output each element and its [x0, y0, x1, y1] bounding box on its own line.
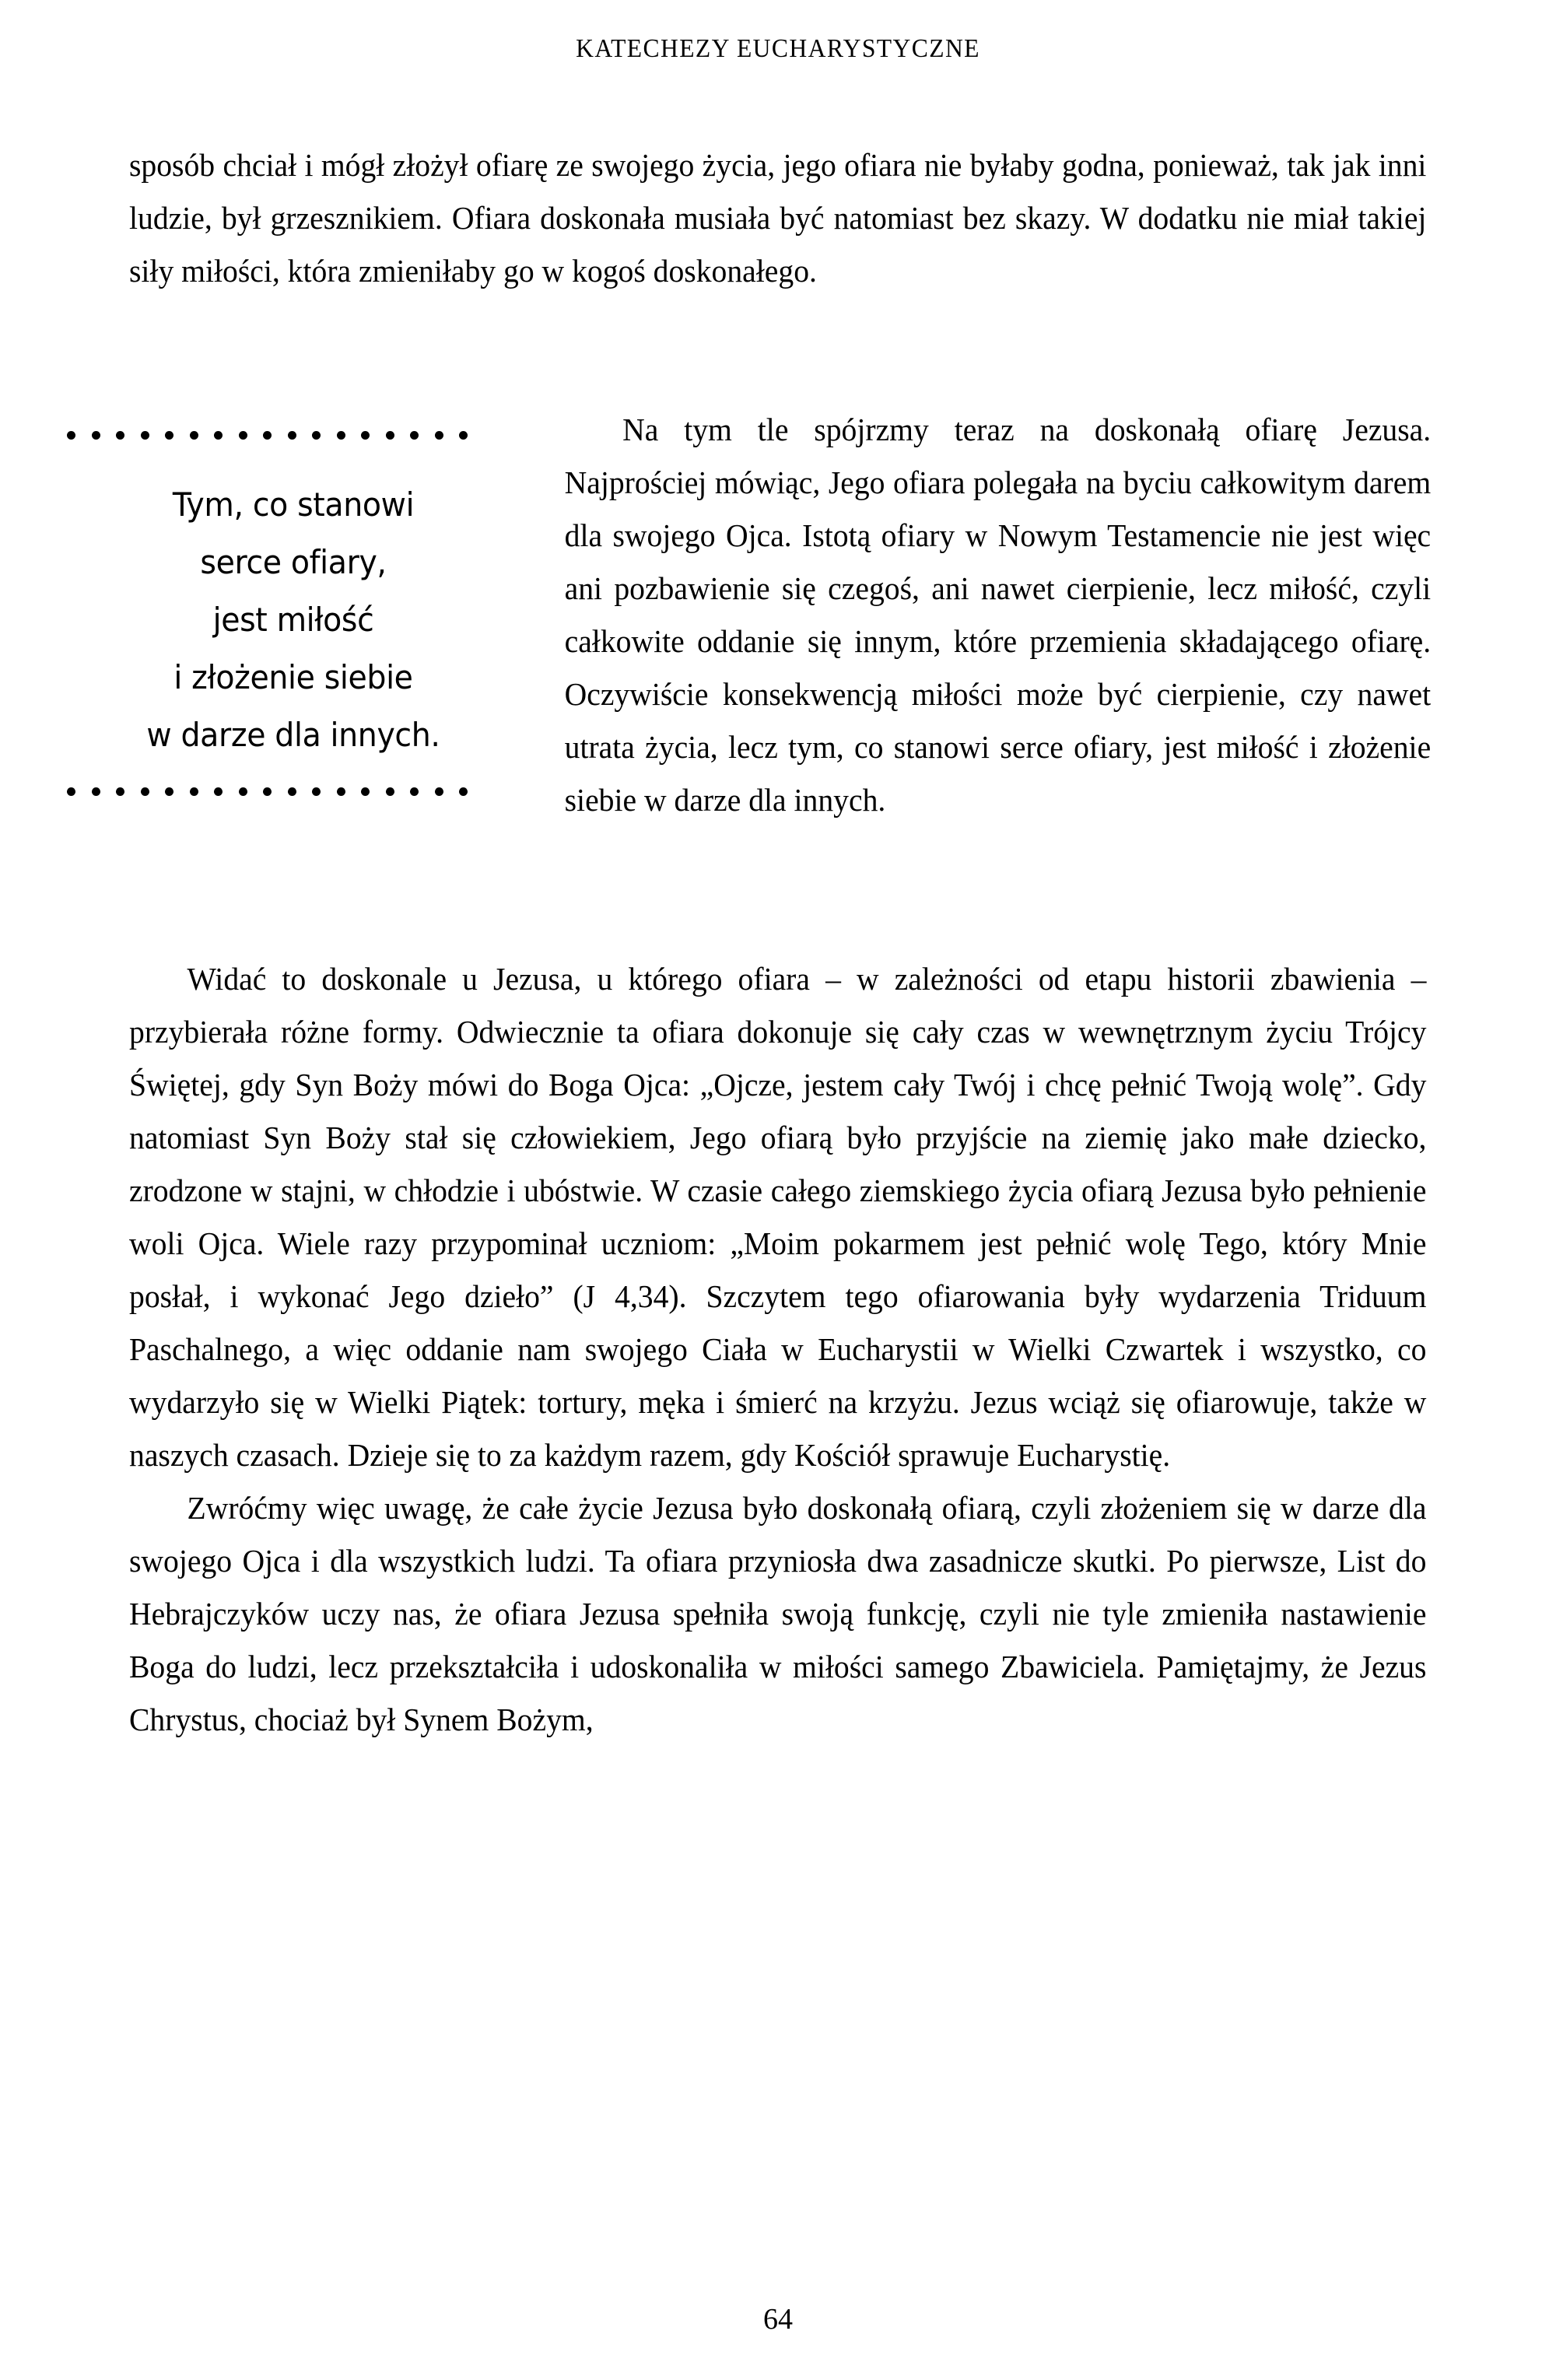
paragraph-zwrocmy: Zwróćmy więc uwagę, że całe życie Jezusa było doskonałą ofiarą, czyli złożeniem się w darze dla swojego Ojca i dla wszystkich ludzi. Ta ofiara przyniosła dwa zasadnicze skutki. Po pierwsze, List do Hebrajczyków uczy nas, że ofiara Jezusa spełniła swoją funkcję, czyli nie tyle zmieniła nastawienie Boga do ludzi, lecz przekształciła i udoskonaliła w miłości samego Zbawiciela. Pamiętajmy, że Jezus Chrystus, chociaż był Synem Bożym,	[129, 1490, 1427, 1737]
paragraph-rest-block	[129, 952, 1426, 1746]
pull-quote-text	[78, 445, 510, 787]
pull-quote-line-5: w darze dla innych.	[146, 716, 440, 754]
pull-quote	[64, 431, 523, 801]
pull-quote-line-4: i złożenie siebie	[173, 658, 413, 696]
page-number: 64	[763, 2303, 793, 2336]
pull-quote-bottom-rule	[64, 787, 523, 801]
paragraph-widac: Widać to doskonale u Jezusa, u którego ofiara – w zależności od etapu historii zbawienia – przybierała różne formy. Odwiecznie ta ofiara dokonuje się cały czas w wewnętrznym życiu Trójcy Świętej, gdy Syn Boży mówi do Boga Ojca: „Ojcze, jestem cały Twój i chcę pełnić Twoją wolę”. Gdy natomiast Syn Boży stał się człowiekiem, Jego ofiarą było przyjście na ziemię jako małe dziecko, zrodzone w stajni, w chłodzie i ubóstwie. W czasie całego ziemskiego życia ofiarą Jezusa było pełnienie woli Ojca. Wiele razy przypominał uczniom: „Moim pokarmem jest pełnić wolę Tego, który Mnie posłał, i wykonać Jego dzieło” (J 4,34). Szczytem tego ofiarowania były wydarzenia Triduum Paschalnego, a więc oddanie nam swojego Ciała w Eucharystii w Wielki Czwartek i wszystko, co wydarzyło się w Wielki Piątek: tortury, męka i śmierć na krzyżu. Jezus wciąż się ofiarowuje, także w naszych czasach. Dzieje się to za każdym razem, gdy Kościół sprawuje Eucharystię.	[129, 961, 1427, 1473]
pull-quote-line-1: Tym, co stanowi	[172, 485, 415, 524]
running-head: KATECHEZY EUCHARYSTYCZNE	[576, 34, 980, 63]
pull-quote-top-rule	[64, 431, 523, 445]
pull-quote-line-2: serce ofiary,	[200, 543, 387, 581]
paragraph-opening: sposób chciał i mógł złożył ofiarę ze swojego życia, jego ofiara nie byłaby godna, ponieważ, tak jak inni ludzie, był grzesznikiem. Ofiara doskonała musiała być natomiast bez skazy. W dodatku nie miał takiej siły miłości, która zmieniłaby go w kogoś doskonałego.	[129, 147, 1427, 289]
pull-quote-line-3: jest miłość	[212, 601, 374, 639]
paragraph-opening-block	[129, 138, 1426, 297]
paragraph-wrap: Na tym tle spójrzmy teraz na doskonałą ofiarę Jezusa. Najprościej mówiąc, Jego ofiara polegała na byciu całkowitym darem dla swojego Ojca. Istotą ofiary w Nowym Testamencie nie jest więc ani pozbawienie się czegoś, ani nawet cierpienie, lecz miłość, czyli całkowite oddanie się innym, które przemienia składającego ofiarę. Oczywiście konsekwencją miłości może być cierpienie, czy nawet utrata życia, lecz tym, co stanowi serce ofiary, jest miłość i złożenie siebie w darze dla innych.	[564, 412, 1432, 818]
